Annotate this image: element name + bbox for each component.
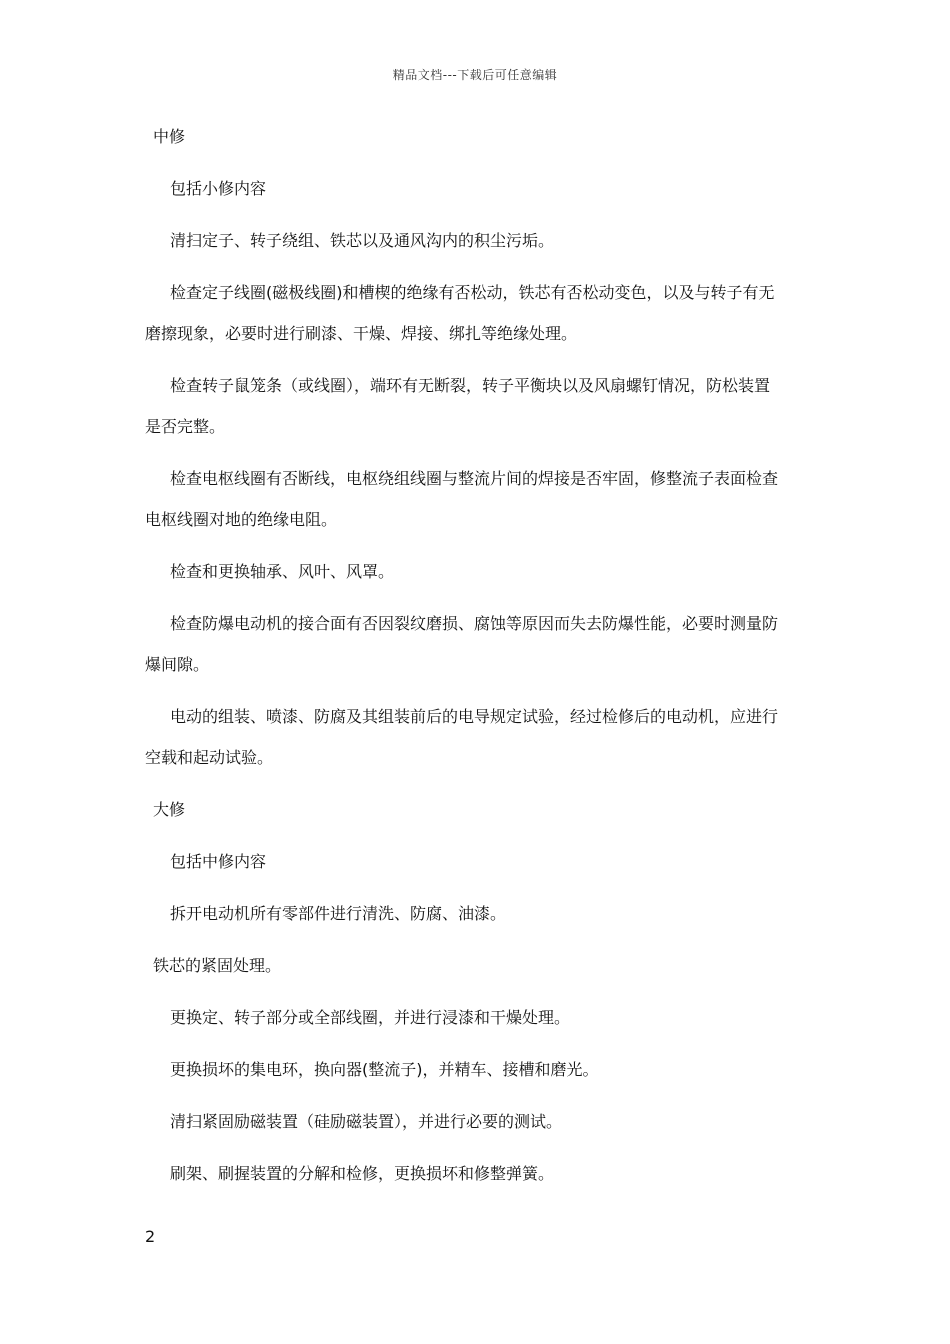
paragraph-line: 更换定、转子部分或全部线圈，并进行浸漆和干燥处理。 (170, 1008, 571, 1027)
paragraph-line: 是否完整。 (145, 417, 226, 436)
paragraph-line: 包括中修内容 (170, 852, 267, 871)
paragraph-line: 包括小修内容 (170, 179, 267, 198)
paragraph-line: 检查电枢线圈有否断线，电枢绕组线圈与整流片间的焊接是否牢固，修整流子表面检查 (170, 469, 779, 488)
paragraph-line: 电枢线圈对地的绝缘电阻。 (145, 510, 338, 529)
paragraph-line: 空载和起动试验。 (145, 748, 274, 767)
paragraph-line: 刷架、刷握装置的分解和检修，更换损坏和修整弹簧。 (170, 1164, 555, 1183)
paragraph-line: 检查转子鼠笼条（或线圈），端环有无断裂，转子平衡块以及风扇螺钉情况，防松装置 (170, 376, 771, 395)
paragraph-line: 检查和更换轴承、风叶、风罩。 (170, 562, 395, 581)
paragraph-line: 清扫定子、转子绕组、铁芯以及通风沟内的积尘污垢。 (170, 231, 555, 250)
paragraph-line: 爆间隙。 (145, 655, 210, 674)
paragraph-line: 清扫紧固励磁装置（硅励磁装置），并进行必要的测试。 (170, 1112, 563, 1131)
section-title-mid: 中修 (153, 127, 186, 146)
page-header: 精品文档---下载后可任意编辑 (392, 68, 558, 82)
paragraph-line: 磨擦现象，必要时进行刷漆、干燥、焊接、绑扎等绝缘处理。 (145, 324, 578, 343)
paragraph-line: 检查防爆电动机的接合面有否因裂纹磨损、腐蚀等原因而失去防爆性能，必要时测量防 (170, 614, 779, 633)
paragraph-line: 更换损坏的集电环，换向器(整流子)，并精车、接槽和磨光。 (170, 1060, 599, 1079)
section-title-major: 大修 (153, 800, 186, 819)
paragraph-line: 电动的组装、喷漆、防腐及其组装前后的电导规定试验，经过检修后的电动机，应进行 (170, 707, 779, 726)
paragraph-line: 检查定子线圈(磁极线圈)和槽楔的绝缘有否松动，铁芯有否松动变色，以及与转子有无 (170, 283, 775, 302)
page-number: 2 (145, 1227, 156, 1246)
paragraph-line: 拆开电动机所有零部件进行清洗、防腐、油漆。 (170, 904, 507, 923)
paragraph-line: 铁芯的紧固处理。 (153, 956, 282, 975)
